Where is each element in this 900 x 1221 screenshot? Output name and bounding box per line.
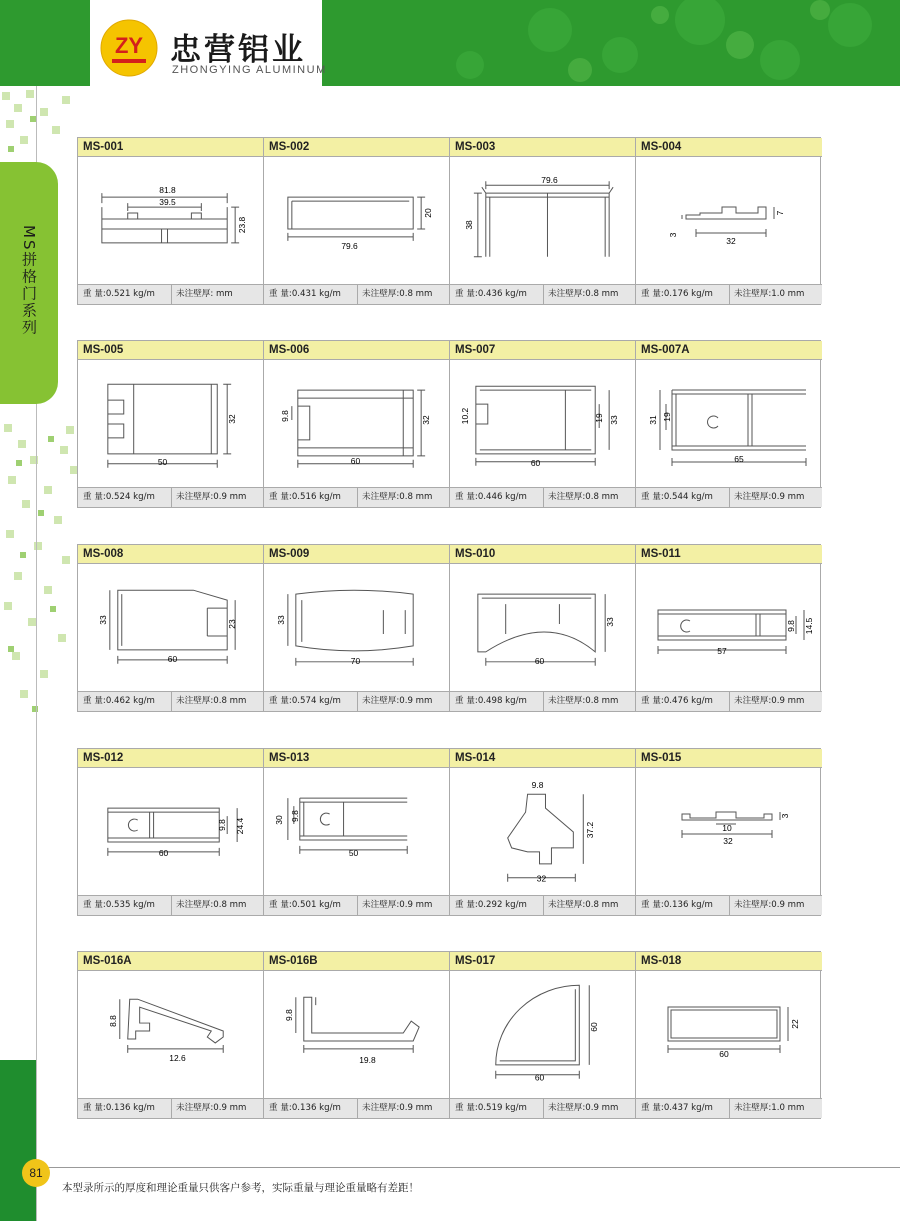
profile-wall-thickness: 未注壁厚:1.0 mm (734, 1103, 805, 1113)
profile-weight: 重 量:0.176 kg/m (641, 289, 713, 299)
dim-label: 8.8 (107, 1015, 118, 1027)
dim-label: 32 (726, 236, 736, 246)
dim-label: 60 (719, 1049, 729, 1059)
dim-label: 33 (605, 617, 616, 627)
profile-row-5 (77, 951, 821, 1119)
dim-label: 32 (536, 873, 547, 884)
profile-weight: 重 量:0.524 kg/m (83, 492, 155, 502)
profile-weight: 重 量:0.431 kg/m (269, 289, 341, 299)
profile-weight: 重 量:0.136 kg/m (641, 900, 713, 910)
profile-drawing (78, 971, 263, 1098)
profile-wall-thickness: 未注壁厚:0.9 mm (176, 1103, 247, 1113)
profile-weight: 重 量:0.462 kg/m (83, 696, 155, 706)
profile-drawing (450, 564, 635, 691)
profile-spec-bar (450, 1098, 635, 1118)
profile-weight: 重 量:0.519 kg/m (455, 1103, 527, 1113)
dim-label: 23 (227, 619, 238, 629)
dim-label: 9.8 (289, 810, 300, 822)
profile-code: MS-008 (78, 545, 263, 564)
profile-weight: 重 量:0.476 kg/m (641, 696, 713, 706)
profile-drawing (450, 971, 635, 1098)
profile-weight: 重 量:0.136 kg/m (269, 1103, 341, 1113)
profile-spec-bar (264, 691, 449, 711)
profile-card (636, 138, 822, 304)
profile-drawing (78, 360, 263, 487)
profile-code: MS-014 (450, 749, 635, 768)
profile-wall-thickness: 未注壁厚:0.8 mm (548, 289, 619, 299)
profile-weight: 重 量:0.574 kg/m (269, 696, 341, 706)
profile-wall-thickness: 未注壁厚:0.8 mm (362, 289, 433, 299)
profile-wall-thickness: 未注壁厚:0.9 mm (362, 1103, 433, 1113)
profile-spec-bar (450, 691, 635, 711)
profile-row-1 (77, 137, 821, 305)
dim-label: 14.5 (804, 617, 814, 635)
profile-code: MS-015 (636, 749, 822, 768)
dim-label: 31 (648, 415, 658, 425)
dim-label: 19 (662, 412, 672, 422)
profile-spec-bar (78, 691, 263, 711)
dim-label: 9.8 (283, 1009, 294, 1021)
profile-drawing (78, 768, 263, 895)
dim-label: 24.4 (235, 817, 246, 835)
profile-code: MS-004 (636, 138, 822, 157)
profile-spec-bar (636, 284, 822, 304)
profile-card (636, 545, 822, 711)
profile-weight: 重 量:0.521 kg/m (83, 289, 155, 299)
profile-wall-thickness: 未注壁厚:0.9 mm (362, 696, 433, 706)
brand-name-cn: 忠营铝业 (170, 32, 306, 68)
profile-code: MS-002 (264, 138, 449, 157)
profile-wall-thickness: 未注壁厚:1.0 mm (734, 289, 805, 299)
dim-label: 50 (157, 456, 168, 467)
profile-card (264, 749, 450, 915)
profile-drawing (78, 157, 263, 284)
profile-spec-bar (636, 1098, 822, 1118)
profile-spec-bar (636, 895, 822, 915)
profile-code: MS-010 (450, 545, 635, 564)
profile-wall-thickness: 未注壁厚: mm (176, 289, 233, 299)
profile-code: MS-007A (636, 341, 822, 360)
profile-wall-thickness: 未注壁厚:0.8 mm (548, 900, 619, 910)
profile-card (78, 341, 264, 507)
profile-card (264, 952, 450, 1118)
profile-wall-thickness: 未注壁厚:0.8 mm (176, 900, 247, 910)
profile-spec-bar (450, 487, 635, 507)
profile-drawing (450, 768, 635, 895)
profile-card (636, 341, 822, 507)
profile-spec-bar (78, 284, 263, 304)
profile-code: MS-003 (450, 138, 635, 157)
profile-card (264, 341, 450, 507)
dim-label: 60 (167, 653, 178, 664)
profile-card (450, 545, 636, 711)
profile-spec-bar (636, 487, 822, 507)
profile-spec-bar (264, 1098, 449, 1118)
profile-wall-thickness: 未注壁厚:0.8 mm (176, 696, 247, 706)
profile-drawing (636, 768, 822, 895)
profile-wall-thickness: 未注壁厚:0.9 mm (734, 900, 805, 910)
dim-label: 79.6 (541, 175, 558, 186)
footer-divider-line (36, 1167, 900, 1168)
dim-label: 33 (97, 615, 108, 625)
dim-label: 39.5 (159, 197, 176, 208)
profile-weight: 重 量:0.292 kg/m (455, 900, 527, 910)
dim-label: 60 (350, 455, 361, 466)
profile-card (78, 138, 264, 304)
dim-label: 33 (609, 415, 620, 425)
dim-label: 12.6 (169, 1052, 186, 1063)
svg-text:ZY: ZY (114, 33, 144, 58)
footer-note: 本型录所示的厚度和理论重量只供客户参考，实际重量与理论重量略有差距！ (62, 1182, 419, 1194)
profile-drawing (78, 564, 263, 691)
profile-spec-bar (78, 895, 263, 915)
profile-wall-thickness: 未注壁厚:0.9 mm (734, 696, 805, 706)
profile-code: MS-009 (264, 545, 449, 564)
dim-label: 9.8 (786, 620, 796, 632)
profile-drawing (636, 157, 822, 284)
profile-code: MS-018 (636, 952, 822, 971)
dim-label: 32 (227, 414, 238, 424)
profile-spec-bar (264, 284, 449, 304)
profile-card (78, 749, 264, 915)
profile-code: MS-016A (78, 952, 263, 971)
profile-code: MS-012 (78, 749, 263, 768)
profile-drawing (450, 157, 635, 284)
dim-label: 7 (775, 210, 785, 216)
profile-spec-bar (450, 895, 635, 915)
dim-label: 81.8 (159, 185, 176, 196)
profile-wall-thickness: 未注壁厚:0.8 mm (548, 696, 619, 706)
profile-card (264, 545, 450, 711)
profile-code: MS-016B (264, 952, 449, 971)
dim-label: 65 (734, 454, 744, 464)
profile-weight: 重 量:0.446 kg/m (455, 492, 527, 502)
profile-spec-bar (450, 284, 635, 304)
profile-card (450, 138, 636, 304)
profile-spec-bar (78, 487, 263, 507)
profile-spec-bar (78, 1098, 263, 1118)
dim-label: 10 (722, 823, 732, 833)
profile-spec-bar (636, 691, 822, 711)
profile-spec-bar (264, 487, 449, 507)
profile-drawing (264, 971, 449, 1098)
dim-label: 9.8 (531, 780, 544, 791)
dim-label: 60 (589, 1022, 600, 1032)
profile-card (636, 749, 822, 915)
profile-wall-thickness: 未注壁厚:0.9 mm (176, 492, 247, 502)
header-leaf-pattern (320, 0, 900, 86)
dim-label: 79.6 (341, 240, 358, 251)
profile-spec-bar (264, 895, 449, 915)
profile-card (78, 545, 264, 711)
bottom-green-block (0, 1060, 36, 1221)
dim-label: 60 (534, 1072, 545, 1083)
profile-code: MS-001 (78, 138, 263, 157)
profile-wall-thickness: 未注壁厚:0.8 mm (362, 492, 433, 502)
profile-drawing (636, 971, 822, 1098)
dim-label: 32 (421, 415, 432, 425)
profile-weight: 重 量:0.437 kg/m (641, 1103, 713, 1113)
dim-label: 33 (275, 615, 286, 625)
dim-label: 9.8 (217, 819, 228, 831)
dim-label: 23.8 (237, 216, 248, 234)
profile-card (450, 749, 636, 915)
profile-drawing (264, 360, 449, 487)
profile-weight: 重 量:0.501 kg/m (269, 900, 341, 910)
dim-label: 22 (790, 1019, 800, 1029)
dim-label: 30 (273, 815, 284, 825)
dim-label: 50 (348, 847, 359, 858)
profile-card (78, 952, 264, 1118)
dim-label: 19 (594, 413, 605, 423)
dim-label: 60 (530, 457, 541, 468)
profile-wall-thickness: 未注壁厚:0.8 mm (548, 492, 619, 502)
brand-logo-icon (100, 19, 158, 77)
series-side-tab-label: MS拼格门系列 (20, 225, 38, 337)
profile-drawing (264, 157, 449, 284)
dim-label: 32 (723, 836, 733, 846)
page-number: 81 (22, 1159, 50, 1187)
profile-weight: 重 量:0.516 kg/m (269, 492, 341, 502)
dim-label: 70 (350, 655, 361, 666)
dim-label: 3 (780, 813, 790, 819)
profile-drawing (450, 360, 635, 487)
profile-code: MS-017 (450, 952, 635, 971)
profile-card (264, 138, 450, 304)
profile-card (450, 341, 636, 507)
profile-weight: 重 量:0.544 kg/m (641, 492, 713, 502)
dim-label: 10.2 (459, 407, 470, 425)
profile-row-4 (77, 748, 821, 916)
profile-code: MS-011 (636, 545, 822, 564)
dim-label: 37.2 (585, 821, 596, 839)
profile-weight: 重 量:0.535 kg/m (83, 900, 155, 910)
profile-drawing (636, 360, 822, 487)
dim-label: 9.8 (279, 410, 290, 422)
dim-label: 60 (158, 847, 169, 858)
profile-card (450, 952, 636, 1118)
profile-wall-thickness: 未注壁厚:0.9 mm (362, 900, 433, 910)
profile-code: MS-005 (78, 341, 263, 360)
profile-wall-thickness: 未注壁厚:0.9 mm (548, 1103, 619, 1113)
profile-drawing (264, 564, 449, 691)
profile-code: MS-013 (264, 749, 449, 768)
dim-label: 60 (534, 655, 545, 666)
profile-code: MS-007 (450, 341, 635, 360)
profile-row-2 (77, 340, 821, 508)
profile-weight: 重 量:0.436 kg/m (455, 289, 527, 299)
profile-weight: 重 量:0.498 kg/m (455, 696, 527, 706)
dim-label: 19.8 (359, 1054, 376, 1065)
dim-label: 20 (423, 208, 434, 218)
profile-drawing (636, 564, 822, 691)
dim-label: 57 (717, 646, 727, 656)
dim-label: 3 (668, 232, 678, 238)
profile-weight: 重 量:0.136 kg/m (83, 1103, 155, 1113)
profile-code: MS-006 (264, 341, 449, 360)
dim-label: 38 (463, 220, 474, 230)
profile-wall-thickness: 未注壁厚:0.9 mm (734, 492, 805, 502)
profile-drawing (264, 768, 449, 895)
brand-name-en: ZHONGYING ALUMINUM (172, 64, 327, 76)
profile-card (636, 952, 822, 1118)
profile-row-3 (77, 544, 821, 712)
